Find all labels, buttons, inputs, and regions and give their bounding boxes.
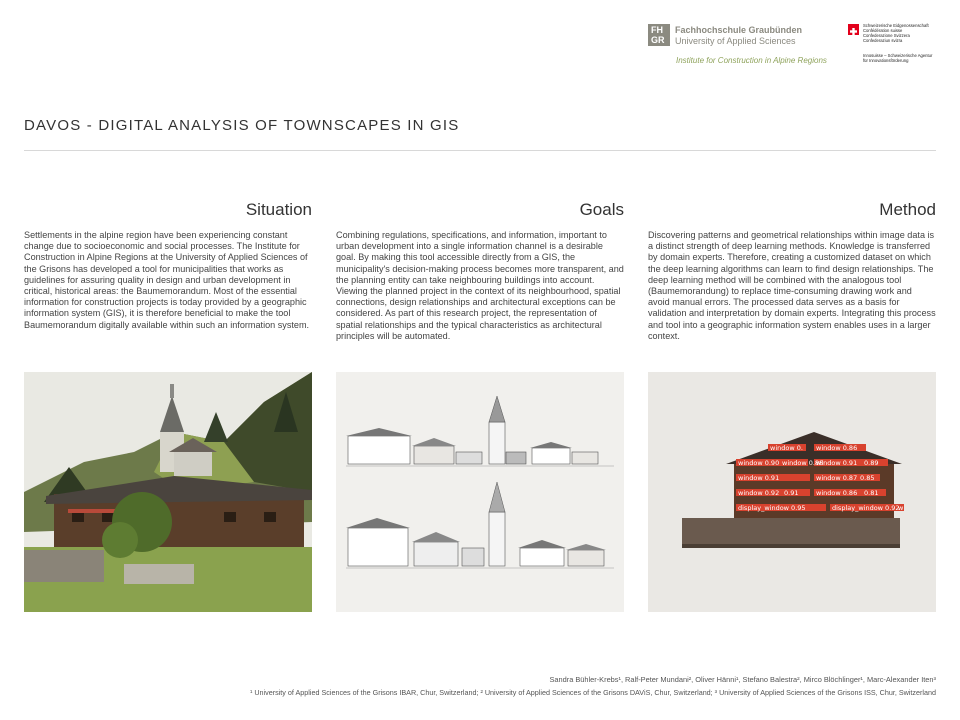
- detection-label: 0.81: [864, 489, 879, 497]
- method-text: Discovering patterns and geometrical relationships within image data is a distinct strength of deep learning methods. Knowledge is transferred by domain experts. Therefore, creating a customized dataset on which the deep learning algorithms can learn to find design relationships. The deep learning method will be combined with the analogous tool (Baumemorandung) to replace time-consuming drawing work and avoid manual errors. The processed data serves as a basis for validation and interpretation by domain experts. Integrating this process and tool into a geographic information system enables uses in a larger context.: [648, 230, 936, 341]
- detection-label: window 0.92: [738, 489, 780, 497]
- swiss-flag-icon: [848, 24, 859, 35]
- fhgr-logo-mark: FH GR: [648, 24, 670, 46]
- innosuisse-name: Innosuisse – Schweizerische Agentur für Innovationsförderung: [863, 53, 933, 63]
- goals-heading: Goals: [579, 200, 624, 219]
- detection-label: window 0.90: [738, 459, 780, 467]
- swiss-confederation-logo: [848, 23, 948, 71]
- detection-label: window 0.86: [816, 489, 858, 497]
- method-heading: Method: [879, 200, 936, 219]
- situation-heading: Situation: [245, 200, 312, 219]
- detection-label: window 0.86: [816, 444, 858, 452]
- goals-text: Combining regulations, specifications, and information, important to urban development into a single information channel is a desirable goal. By making this tool accessible directly from a GIS, the municipality's decision-making process becomes more transparent, and the planning entity can take neighbouring buildings into account. Viewing the planned project in the context of its neighbourhood, spatial connections, design relationships and architectural exceptions can be considered. As part of this research project, the representation of spatial relationships and the typical characteristics as architectural principles will be automated.: [336, 230, 624, 341]
- title-divider: [24, 150, 936, 151]
- elevation-drawings: [336, 372, 624, 612]
- detection-label: display_window 0.95: [738, 504, 806, 512]
- detection-label: display_window 0.92: [832, 504, 900, 512]
- page-title: DAVOS - DIGITAL ANALYSIS OF TOWNSCAPES IN GIS: [24, 117, 460, 134]
- detection-label: window 0.88: [782, 459, 824, 467]
- detection-label: 0.89: [864, 459, 879, 467]
- window-detection-image: [648, 372, 936, 612]
- detection-label: window 0.87: [816, 474, 858, 482]
- detection-label: window 0.91: [816, 459, 858, 467]
- detection-label: 0.91: [784, 489, 799, 497]
- village-photo: [24, 372, 312, 612]
- fhgr-subtitle: University of Applied Sciences: [675, 36, 796, 46]
- authors: Sandra Bühler-Krebs¹, Ralf-Peter Mundani², Oliver Hänni¹, Stefano Balestra², Mirco Blöchlinger¹, Marc-Alexander Iten³: [549, 675, 936, 684]
- detection-label: window 0.91: [738, 474, 780, 482]
- detection-label: window 0.: [770, 444, 803, 452]
- detection-label: 0.85: [860, 474, 875, 482]
- swiss-confederation-names: Schweizerische Eidgenossenschaft Confédération suisse Confederazione Svizzera Confederaziun svizra: [863, 23, 929, 43]
- detection-label: w: [898, 504, 904, 512]
- fhgr-name: Fachhochschule Graubünden: [675, 25, 803, 35]
- affiliations: ¹ University of Applied Sciences of the Grisons IBAR, Chur, Switzerland; ² University of Applied Sciences of the Grisons DAViS, Chur, Switzerland; ³ University of Applied Sciences of the Grisons ISS, Chur, Switzerland: [249, 688, 936, 697]
- institute-name: Institute for Construction in Alpine Regions: [676, 56, 827, 65]
- situation-text: Settlements in the alpine region have been experiencing constant change due to socioeconomic and social processes. The Institute for Construction in Alpine Regions at the University of Applied Sciences of the Grisons has developed a tool for municipalities that works as guidelines for assuring quality in design and urban development in critical, historical areas: the Baumemorandum. Most of the essential information for construction projects is today provided by a geographic information system (GIS), it is therefore beneficial to make the tool Baumemorandum digitally available within such an information system.: [24, 230, 310, 330]
